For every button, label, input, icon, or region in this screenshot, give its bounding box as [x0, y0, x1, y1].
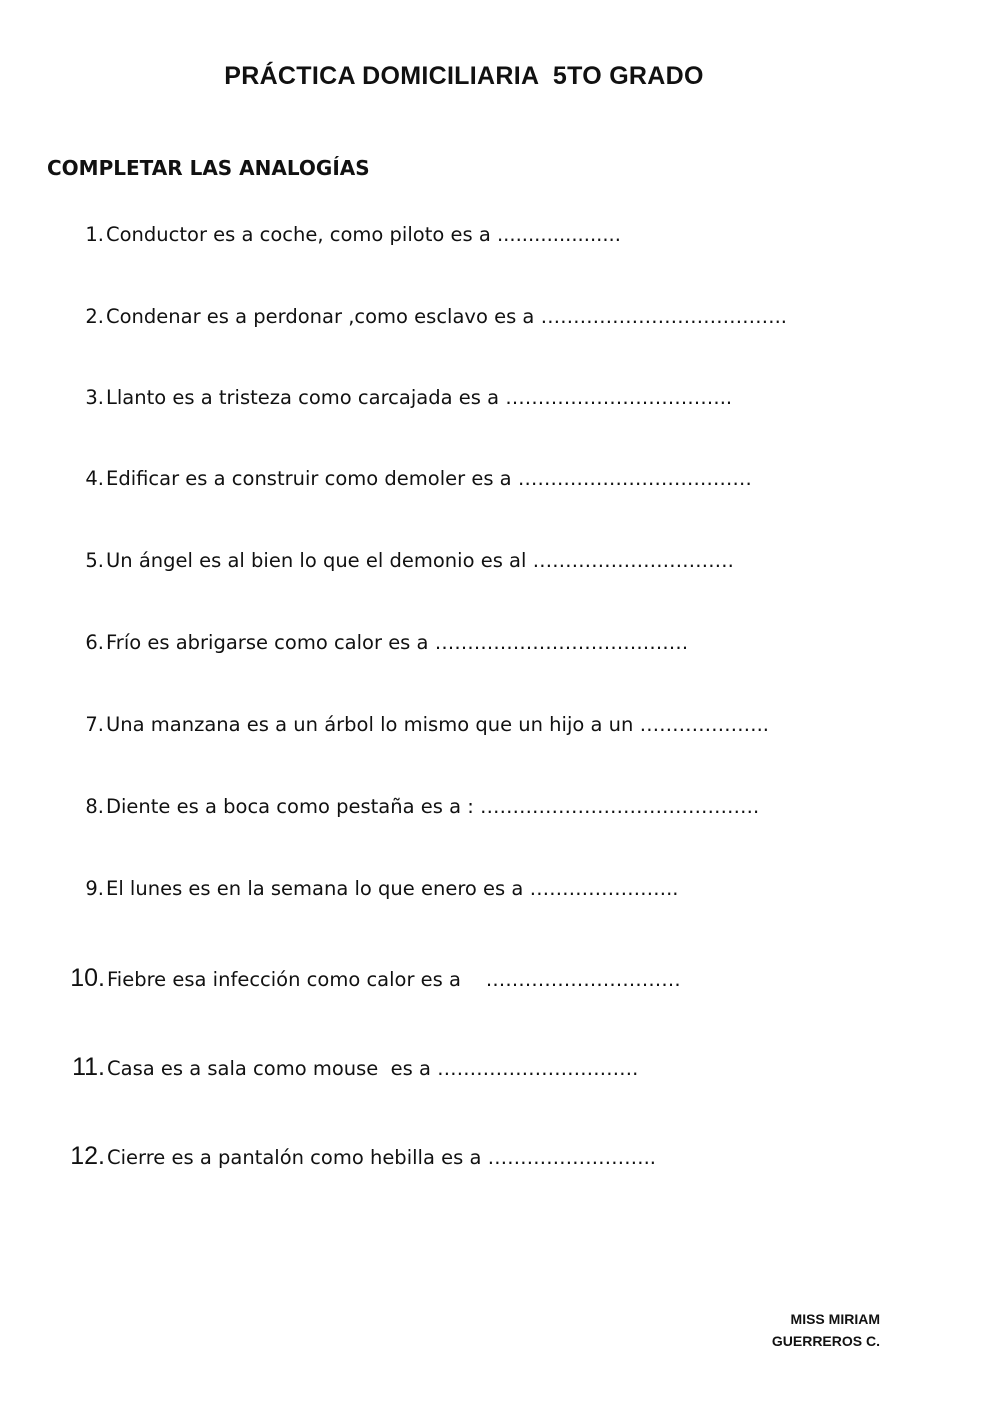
item-text: Edificar es a construir como demoler es a ………………………………	[106, 467, 752, 490]
item-number: 12.	[70, 1142, 105, 1170]
list-item	[0, 964, 681, 993]
list-item	[0, 467, 752, 490]
signature-line-2: GUERREROS C.	[771, 1333, 880, 1349]
item-text: Conductor es a coche, como piloto es a ....................	[106, 223, 621, 246]
item-text: Cierre es a pantalón como hebilla es a ……………………..	[107, 1146, 656, 1169]
item-text: Condenar es a perdonar ,como esclavo es a ………………………………..	[106, 305, 787, 328]
item-number: 3.	[85, 386, 104, 409]
list-item	[0, 549, 734, 572]
item-number: 5.	[85, 549, 104, 572]
item-text: Una manzana es a un árbol lo mismo que un hijo a un ………………..	[106, 713, 769, 736]
item-number: 2.	[85, 305, 104, 328]
list-item	[0, 305, 787, 328]
list-item	[0, 713, 769, 736]
item-text: Fiebre esa infección como calor es a …………………………	[107, 968, 681, 991]
page-title: PRÁCTICA DOMICILIARIA 5TO GRADO	[224, 62, 704, 90]
item-text: Llanto es a tristeza como carcajada es a ……………………………..	[106, 386, 733, 409]
list-item	[0, 795, 759, 818]
list-item	[0, 1053, 638, 1082]
item-number: 11.	[72, 1053, 105, 1081]
list-item	[0, 1142, 656, 1171]
author-signature	[772, 1308, 880, 1352]
list-item	[0, 386, 732, 409]
item-text: El lunes es en la semana lo que enero es a …………………..	[106, 877, 679, 900]
item-number: 4.	[85, 467, 104, 490]
item-number: 8.	[85, 795, 104, 818]
item-text: Diente es a boca como pestaña es a : …………………………………….	[106, 795, 760, 818]
item-number: 10.	[70, 964, 105, 992]
list-item	[0, 631, 688, 654]
section-heading: COMPLETAR LAS ANALOGÍAS	[47, 156, 370, 180]
item-text: Frío es abrigarse como calor es a …………………………………	[106, 631, 689, 654]
item-number: 1.	[85, 223, 104, 246]
item-number: 9.	[85, 877, 104, 900]
signature-line-1: MISS MIRIAM	[790, 1311, 880, 1327]
item-number: 7.	[85, 713, 104, 736]
list-item	[0, 877, 678, 900]
list-item	[0, 223, 621, 246]
item-text: Casa es a sala como mouse es a ………………………….	[107, 1057, 639, 1080]
item-number: 6.	[85, 631, 104, 654]
item-text: Un ángel es al bien lo que el demonio es al ………………………….	[106, 549, 734, 572]
